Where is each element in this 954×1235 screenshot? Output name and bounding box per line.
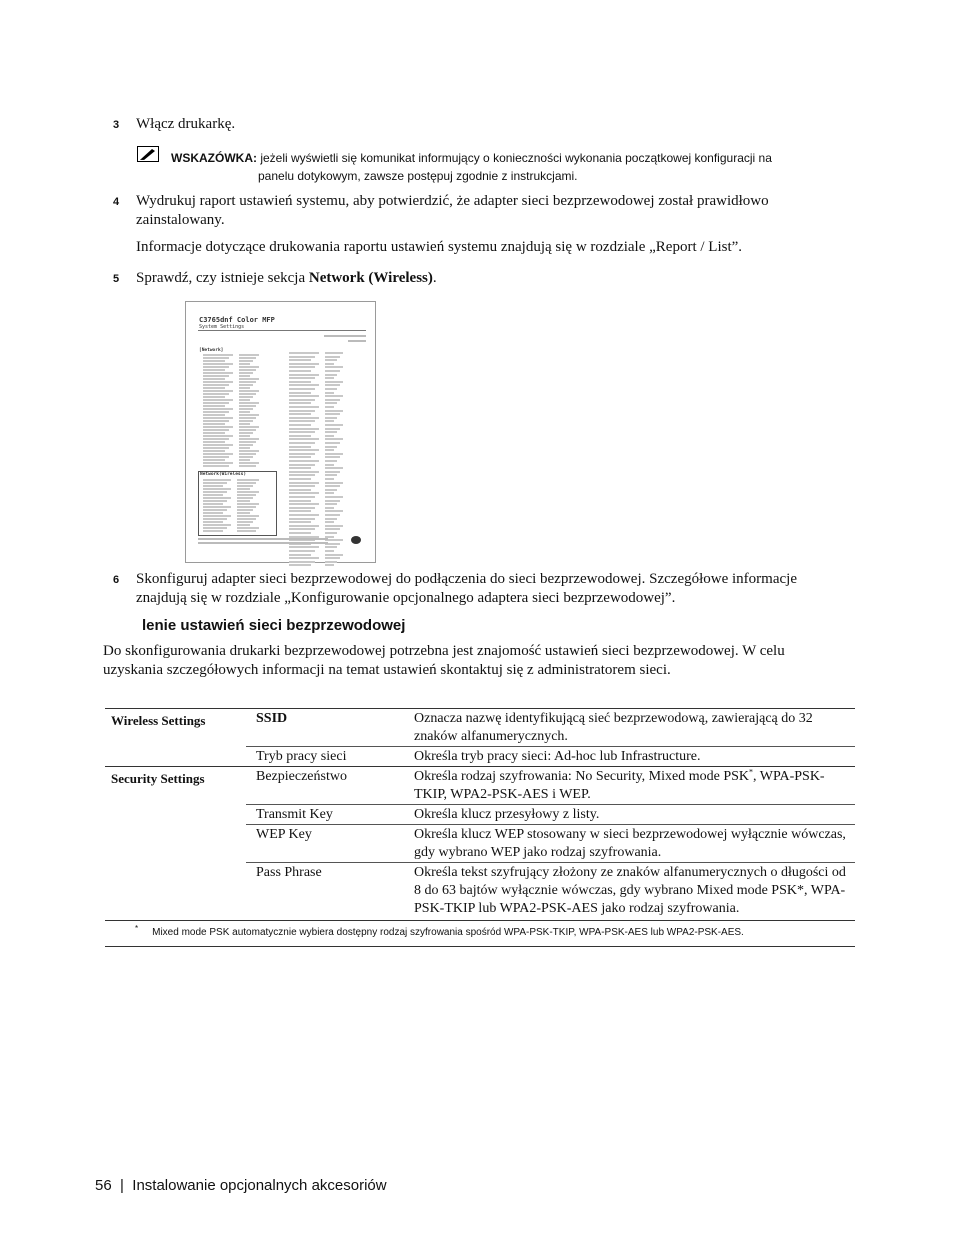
- report-text-line: [289, 525, 319, 527]
- report-value-line: [239, 441, 256, 443]
- report-value-line: [239, 459, 250, 461]
- report-text-line: [289, 413, 311, 415]
- table-group-cell: [105, 863, 246, 921]
- report-text-line: [203, 420, 229, 422]
- report-value-line: [239, 369, 256, 371]
- report-text-line: [289, 377, 315, 379]
- table-setting-cell: WEP Key: [246, 825, 402, 863]
- report-text-line: [203, 408, 233, 410]
- table-setting-cell: Bezpieczeństwo: [246, 767, 402, 805]
- note-text: jeżeli wyświetli się komunikat informujący o konieczności wykonania początkowej konfiguracji na: [256, 151, 772, 165]
- report-value-line: [239, 399, 250, 401]
- report-text-line: [289, 482, 319, 484]
- footer-separator: |: [120, 1177, 124, 1194]
- report-value-line: [325, 482, 343, 484]
- report-text-line: [203, 417, 233, 419]
- report-text-line: [289, 546, 319, 548]
- report-value-line: [239, 396, 253, 398]
- report-value-line: [325, 406, 334, 408]
- report-value-line: [325, 417, 337, 419]
- report-value-line: [325, 478, 334, 480]
- report-value-line: [325, 410, 343, 412]
- report-value-line: [239, 360, 253, 362]
- report-value-line: [239, 381, 256, 383]
- report-value-line: [239, 378, 259, 380]
- report-value-line: [239, 390, 259, 392]
- pencil-note-icon: [137, 146, 159, 167]
- report-text-line: [289, 420, 315, 422]
- report-text-line: [203, 372, 233, 374]
- report-value-line: [325, 388, 337, 390]
- table-setting-cell: Pass Phrase: [246, 863, 402, 921]
- report-value-line: [325, 456, 340, 458]
- report-value-line: [325, 424, 343, 426]
- report-value-line: [325, 474, 337, 476]
- report-value-line: [325, 377, 334, 379]
- step-text: [136, 269, 437, 288]
- report-value-line: [239, 405, 256, 407]
- report-value-line: [325, 453, 343, 455]
- report-value-line: [325, 363, 334, 365]
- table-row: [105, 709, 855, 747]
- table-group-cell: [105, 747, 246, 767]
- report-value-line: [239, 462, 259, 464]
- table-description-cell: [402, 767, 855, 805]
- note-label: WSKAZÓWKA:: [171, 151, 257, 165]
- step-info: Informacje dotyczące drukowania raportu ustawień systemu znajdują się w rozdziale „Report / List”.: [136, 239, 743, 255]
- report-text-line: [289, 431, 315, 433]
- report-page: [348, 340, 366, 342]
- report-text-line: [203, 450, 225, 452]
- report-text-line: [289, 554, 311, 556]
- report-text-line: [203, 387, 225, 389]
- report-text-line: [203, 369, 225, 371]
- report-value-line: [325, 554, 343, 556]
- report-text-line: [289, 489, 311, 491]
- report-value-line: [325, 518, 337, 520]
- report-text-line: [289, 384, 319, 386]
- report-text-line: [289, 564, 311, 566]
- report-text-line: [289, 399, 315, 401]
- report-value-line: [325, 370, 340, 372]
- report-value-line: [239, 453, 256, 455]
- report-value-line: [325, 449, 334, 451]
- report-section-wireless: Network(Wireless): [200, 472, 247, 477]
- table-group-cell: Security Settings: [105, 767, 246, 805]
- report-value-line: [239, 432, 253, 434]
- report-text-line: [203, 393, 229, 395]
- step-text-line: znajdują się w rozdziale „Konfigurowanie opcjonalnego adaptera sieci bezprzewodowej”.: [136, 590, 676, 606]
- report-text-line: [289, 500, 311, 502]
- report-text-line: [289, 528, 315, 530]
- report-value-line: [325, 467, 343, 469]
- note-line-2: panelu dotykowym, zawsze postępuj zgodnie z instrukcjami.: [258, 169, 578, 183]
- report-text-line: [203, 396, 225, 398]
- chapter-title: Instalowanie opcjonalnych akcesoriów: [132, 1177, 387, 1194]
- report-text-line: [289, 496, 315, 498]
- report-text-line: [203, 414, 225, 416]
- report-value-line: [325, 500, 340, 502]
- report-text-line: [289, 561, 315, 563]
- report-value-line: [239, 417, 256, 419]
- report-text-line: [203, 426, 233, 428]
- report-value-line: [239, 384, 253, 386]
- table-row: [105, 825, 855, 863]
- report-value-line: [325, 514, 340, 516]
- report-value-line: [239, 366, 259, 368]
- table-description-cell: Określa tekst szyfrujący złożony ze znaków alfanumerycznych o długości od 8 do 63 bajtów wyłącznie wówczas, gdy wybrano Mixed mode PSK*, WPA-PSK-TKIP lub WPA2-PSK-AES jako rodzaj szyfrowania.: [402, 863, 855, 921]
- description-text: Określa rodzaj szyfrowania: No Security, Mixed mode PSK: [414, 769, 750, 784]
- report-value-line: [239, 387, 250, 389]
- report-text-line: [203, 384, 229, 386]
- table-setting-cell: Tryb pracy sieci: [246, 747, 402, 767]
- report-footer-line: [198, 542, 328, 544]
- report-value-line: [325, 492, 334, 494]
- report-text-line: [203, 381, 233, 383]
- report-text-line: [289, 410, 315, 412]
- report-value-line: [325, 428, 340, 430]
- report-value-line: [325, 356, 340, 358]
- report-text-line: [203, 366, 229, 368]
- table-group-cell: Wireless Settings: [105, 709, 246, 747]
- report-text-line: [203, 390, 233, 392]
- report-text-line: [203, 465, 229, 467]
- report-text-line: [289, 456, 311, 458]
- report-text-line: [289, 514, 319, 516]
- step-text-line: Skonfiguruj adapter sieci bezprzewodowej do podłączenia do sieci bezprzewodowej. Szczegółowe informacje: [136, 571, 797, 587]
- report-value-line: [325, 489, 337, 491]
- report-value-line: [325, 384, 340, 386]
- report-value-line: [325, 446, 337, 448]
- table-description-cell: Oznacza nazwę identyfikującą sieć bezprzewodową, zawierającą do 32 znaków alfanumerycznych.: [402, 709, 855, 747]
- step-text-after: .: [432, 270, 437, 286]
- report-text-line: [203, 441, 225, 443]
- report-text-line: [289, 366, 315, 368]
- report-text-line: [289, 417, 319, 419]
- report-text-line: [289, 438, 319, 440]
- step-text: Włącz drukarkę.: [136, 116, 236, 132]
- table-row: [105, 863, 855, 921]
- report-text-line: [289, 424, 311, 426]
- report-text-line: [203, 444, 233, 446]
- report-section-network: [Network]: [199, 348, 224, 353]
- step-number: 3: [113, 119, 120, 131]
- report-text-line: [289, 507, 315, 509]
- report-value-line: [239, 429, 256, 431]
- report-footer-line: [198, 538, 328, 540]
- report-text-line: [289, 532, 311, 534]
- footnote-text: Mixed mode PSK automatycznie wybiera dostępny rodzaj szyfrowania spośród WPA-PSK-TKIP, WPA-PSK-AES lub WPA2-PSK-AES.: [152, 927, 744, 938]
- report-text-line: [289, 359, 311, 361]
- report-text-line: [289, 392, 311, 394]
- report-value-line: [325, 359, 337, 361]
- report-text-line: [203, 378, 225, 380]
- report-value-line: [239, 447, 250, 449]
- report-text-line: [289, 510, 311, 512]
- report-text-line: [203, 402, 229, 404]
- report-text-line: [289, 374, 319, 376]
- report-value-line: [325, 507, 334, 509]
- report-value-line: [239, 456, 253, 458]
- report-value-line: [325, 510, 343, 512]
- report-text-line: [289, 521, 311, 523]
- table-group-cell: [105, 805, 246, 825]
- report-text-line: [289, 395, 319, 397]
- report-text-line: [289, 363, 319, 365]
- report-value-line: [239, 402, 259, 404]
- footnote-marker: *: [749, 767, 754, 777]
- report-value-line: [325, 525, 343, 527]
- report-value-line: [239, 465, 256, 467]
- report-text-line: [289, 503, 319, 505]
- report-value-line: [239, 363, 250, 365]
- report-text-line: [289, 471, 319, 473]
- report-text-line: [289, 435, 311, 437]
- report-text-line: [289, 518, 315, 520]
- table-row: [105, 805, 855, 825]
- step-text-bold: Network (Wireless): [308, 270, 433, 286]
- table-row: [105, 767, 855, 805]
- report-value-line: [325, 471, 340, 473]
- report-text-line: [289, 492, 319, 494]
- report-value-line: [325, 561, 337, 563]
- report-value-line: [325, 402, 337, 404]
- report-value-line: [325, 435, 334, 437]
- report-text-line: [203, 453, 233, 455]
- report-value-line: [325, 392, 334, 394]
- report-text-line: [203, 360, 225, 362]
- report-text-line: [203, 423, 225, 425]
- table-footnote: [105, 921, 855, 947]
- report-value-line: [239, 408, 253, 410]
- table-description-cell: Określa klucz WEP stosowany w sieci bezprzewodowej wyłącznie wówczas, gdy wybrano WEP jako rodzaj szyfrowania.: [402, 825, 855, 863]
- report-text-line: [203, 375, 229, 377]
- step-number: 6: [113, 574, 120, 586]
- table-description-cell: Określa tryb pracy sieci: Ad-hoc lub Infrastructure.: [402, 747, 855, 767]
- report-value-line: [325, 381, 343, 383]
- report-value-line: [239, 372, 253, 374]
- report-text-line: [289, 406, 319, 408]
- report-value-line: [325, 550, 334, 552]
- note-line-1: [171, 149, 851, 168]
- report-value-line: [325, 399, 340, 401]
- report-value-line: [239, 426, 259, 428]
- table-group-cell: [105, 825, 246, 863]
- report-text-line: [289, 388, 315, 390]
- report-text-line: [289, 474, 315, 476]
- step-text-line: zainstalowany.: [136, 212, 225, 228]
- description-text: , WPA-PSK-TKIP, WPA2-PSK-AES i WEP.: [414, 769, 825, 802]
- dell-logo: [351, 536, 361, 544]
- report-text-line: [289, 449, 319, 451]
- report-text-line: [203, 357, 229, 359]
- report-value-line: [239, 450, 259, 452]
- report-text-line: [203, 363, 233, 365]
- report-value-line: [325, 442, 340, 444]
- report-text-line: [289, 485, 315, 487]
- report-text-line: [289, 381, 311, 383]
- report-value-line: [325, 374, 337, 376]
- report-value-line: [239, 423, 250, 425]
- report-value-line: [239, 438, 259, 440]
- report-text-line: [203, 405, 225, 407]
- section-heading: lenie ustawień sieci bezprzewodowej: [142, 617, 406, 634]
- report-text-line: [203, 459, 225, 461]
- report-text-line: [289, 428, 319, 430]
- report-text-line: [203, 354, 233, 356]
- table-setting-cell: SSID: [246, 709, 402, 747]
- report-value-line: [325, 395, 343, 397]
- report-wireless-box: [198, 471, 277, 536]
- report-text-line: [289, 550, 315, 552]
- report-text-line: [203, 438, 229, 440]
- intro-line-2: uzyskania szczegółowych informacji na temat ustawień skontaktuj się z administratorem sieci.: [103, 662, 671, 678]
- report-text-line: [203, 411, 229, 413]
- table-footnote-row: [105, 921, 855, 947]
- report-value-line: [239, 354, 259, 356]
- page-footer: [95, 1177, 387, 1194]
- report-value-line: [239, 414, 259, 416]
- report-value-line: [325, 420, 334, 422]
- footnote-mark: *: [135, 923, 139, 933]
- report-text-line: [289, 464, 315, 466]
- report-value-line: [239, 375, 250, 377]
- report-text-line: [289, 352, 319, 354]
- page-number: 56: [95, 1177, 112, 1194]
- report-title: C3765dnf Color MFP: [199, 316, 275, 324]
- report-value-line: [325, 557, 340, 559]
- table-row: [105, 747, 855, 767]
- report-text-line: [203, 432, 225, 434]
- report-text-line: [203, 456, 229, 458]
- report-value-line: [325, 485, 340, 487]
- report-value-line: [325, 413, 340, 415]
- report-text-line: [289, 460, 319, 462]
- report-text-line: [203, 399, 233, 401]
- report-value-line: [325, 460, 337, 462]
- report-value-line: [239, 435, 250, 437]
- table-setting-cell: Transmit Key: [246, 805, 402, 825]
- report-value-line: [325, 366, 343, 368]
- table-description-cell: Określa klucz przesyłowy z listy.: [402, 805, 855, 825]
- step-number: 4: [113, 196, 120, 208]
- step-text-before: Sprawdź, czy istnieje sekcja: [136, 270, 309, 286]
- report-value-line: [239, 357, 256, 359]
- report-value-line: [325, 438, 343, 440]
- report-date: [324, 335, 366, 337]
- report-value-line: [325, 503, 337, 505]
- report-text-line: [289, 402, 311, 404]
- report-subtitle: System Settings: [199, 324, 245, 330]
- report-value-line: [325, 564, 334, 566]
- report-value-line: [325, 352, 343, 354]
- step-text-line: Wydrukuj raport ustawień systemu, aby potwierdzić, że adapter sieci bezprzewodowej został prawidłowo: [136, 193, 769, 209]
- report-text-line: [203, 435, 233, 437]
- report-text-line: [289, 467, 311, 469]
- report-value-line: [325, 431, 337, 433]
- report-text-line: [289, 453, 315, 455]
- report-value-line: [239, 444, 253, 446]
- report-text-line: [289, 478, 311, 480]
- report-value-line: [325, 528, 340, 530]
- intro-line-1: Do skonfigurowania drukarki bezprzewodowej potrzebna jest znajomość ustawień sieci bezprzewodowej. W celu: [103, 643, 785, 659]
- report-rule: [198, 330, 366, 331]
- report-value-line: [325, 532, 337, 534]
- step-number: 5: [113, 273, 120, 285]
- report-value-line: [325, 546, 337, 548]
- report-value-line: [239, 411, 250, 413]
- report-value-line: [325, 521, 334, 523]
- report-text-line: [289, 370, 311, 372]
- report-value-line: [325, 464, 334, 466]
- report-text-line: [203, 447, 229, 449]
- report-value-line: [325, 496, 343, 498]
- report-text-line: [203, 429, 229, 431]
- report-text-line: [289, 557, 319, 559]
- report-value-line: [239, 420, 253, 422]
- report-text-line: [289, 446, 311, 448]
- system-settings-report-image: [185, 301, 376, 563]
- report-text-line: [289, 356, 315, 358]
- wireless-settings-table: [105, 708, 855, 947]
- report-text-line: [203, 462, 233, 464]
- report-value-line: [239, 393, 256, 395]
- report-text-line: [289, 442, 315, 444]
